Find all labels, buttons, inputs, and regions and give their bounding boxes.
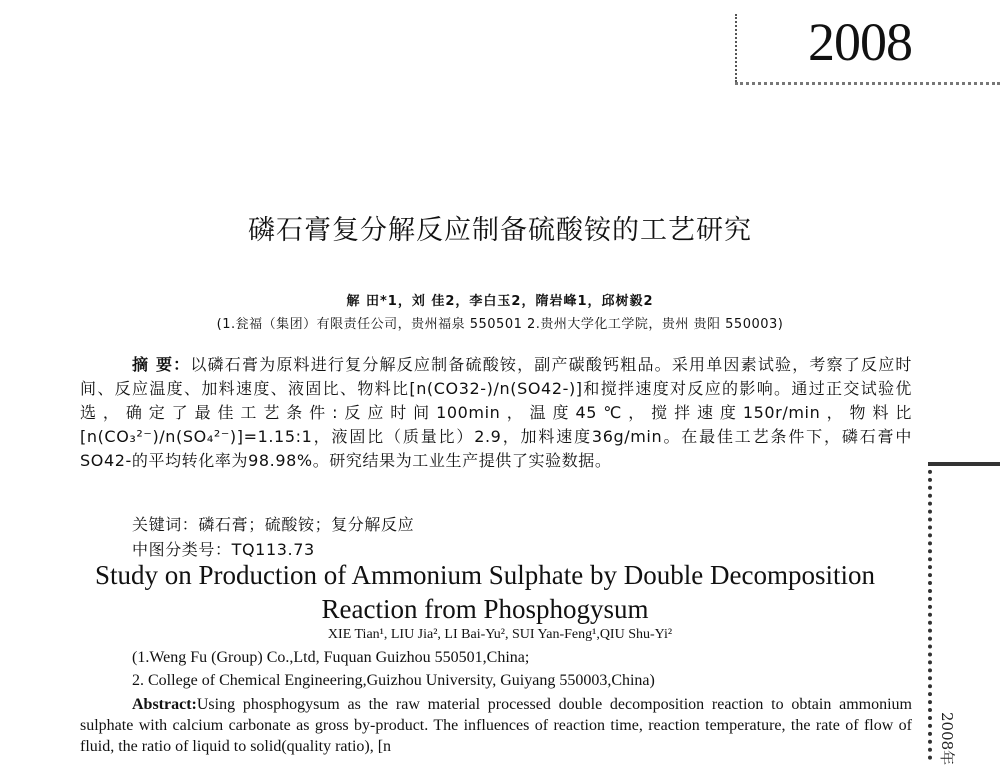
chinese-title: 磷石膏复分解反应制备硫酸铵的工艺研究 [248, 215, 752, 246]
chinese-authors: 解 田*1，刘 佳2，李白玉2，隋岩峰1，邱树毅2 [346, 294, 654, 309]
chinese-abstract-text: 以磷石膏为原料进行复分解反应制备硫酸铵，副产碳酸钙粗品。采用单因素试验，考察了反应时间、反应温度、加料速度、液固比、物料比[n(CO32-)/n(SO42-)]和搅拌速度对反应的影响。通过正交试验优选，确定了最佳工艺条件:反应时间100min，温度45℃，搅拌速度150r/min，物料比[n(CO₃²⁻)/n(SO₄²⁻)]=1.15:1，液固比（质量比）2.9，加料速度36g/min。在最佳工艺条件下，磷石膏中SO42-的平均转化率为98.98%。研究结果为工业生产提供了实验数据。 [80, 355, 912, 470]
chinese-affiliation: (1.瓮福（集团）有限责任公司，贵州福泉 550501 2.贵州大学化工学院，贵州 贵阳 550003) [216, 317, 784, 332]
chinese-abstract-label: 摘 要： [132, 355, 191, 374]
english-abstract-text: Using phosphogysum as the raw material processed double decomposition reaction to obtain ammonium sulphate with calcium carbonate as gross by-product. The influences of reaction time, reaction temperature, the rate of flow of fluid, the ratio of liquid to solid(quality ratio), [n [80, 696, 912, 755]
header-divider-vertical [735, 14, 737, 82]
english-authors: XIE Tian¹, LIU Jia², LI Bai-Yu², SUI Yan-Feng¹,QIU Shu-Yi² [327, 627, 673, 642]
chinese-keywords: 关键词：磷石膏；硫酸铵；复分解反应 [132, 515, 415, 534]
english-abstract [80, 694, 912, 757]
page-edge-left-rule [928, 462, 932, 760]
english-abstract-label: Abstract: [132, 696, 197, 713]
chinese-abstract [80, 353, 912, 473]
journal-year: 2008 [808, 12, 912, 72]
chinese-classification: 中图分类号：TQ113.73 [132, 540, 315, 559]
english-affiliation-1: (1.Weng Fu (Group) Co.,Ltd, Fuquan Guizhou 550501,China; [132, 649, 530, 666]
side-year-label: 2008年 [938, 712, 956, 765]
page-edge-top-rule [928, 462, 1000, 466]
header-divider-horizontal [735, 82, 1000, 85]
english-affiliation-2: 2. College of Chemical Engineering,Guizhou University, Guiyang 550003,China) [132, 672, 655, 689]
english-title: Study on Production of Ammonium Sulphate by Double Decomposition Reaction from Phosphogysum [95, 560, 875, 624]
